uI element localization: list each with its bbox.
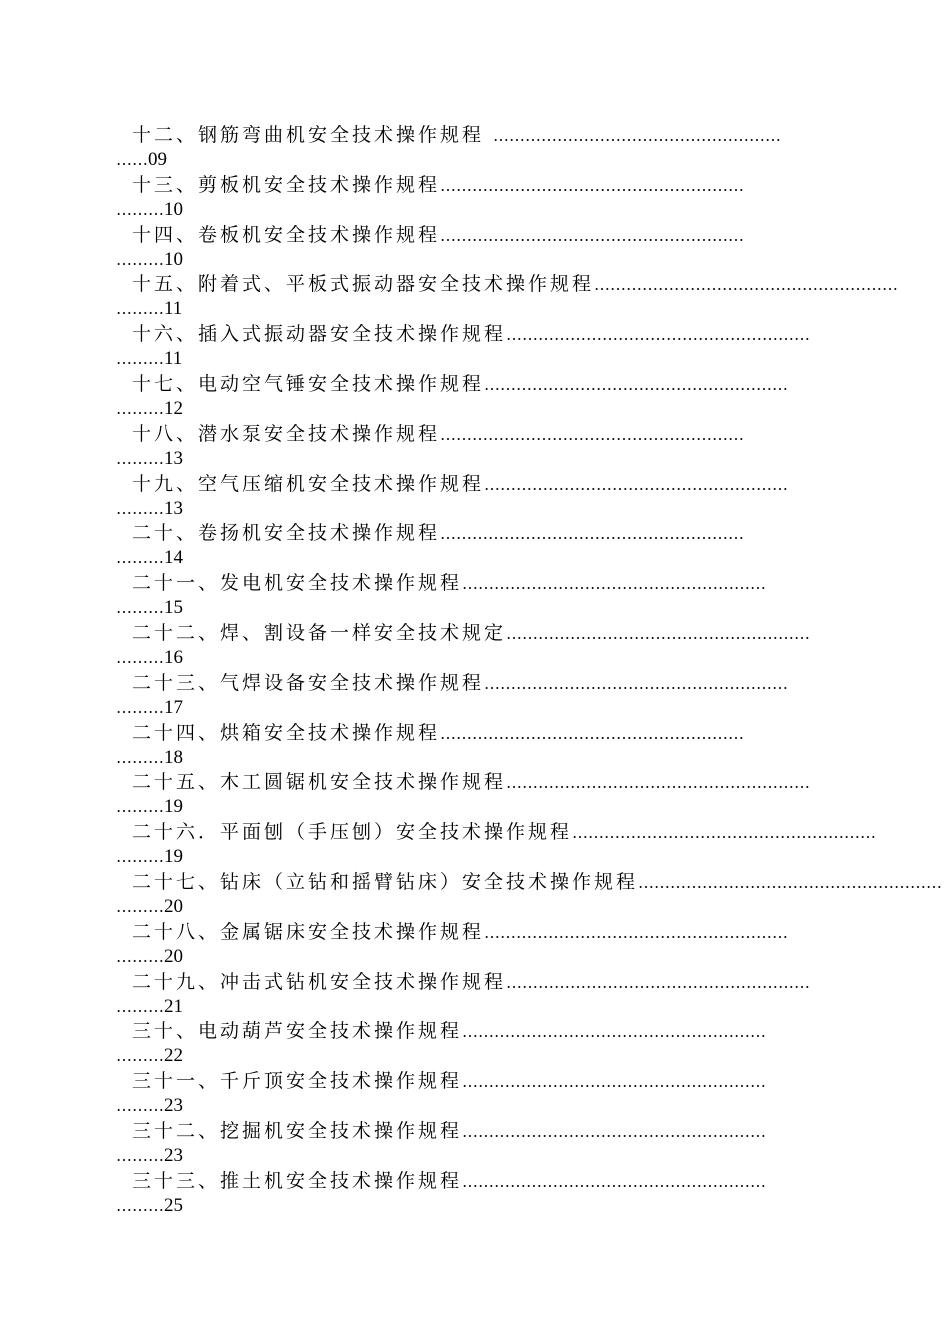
toc-entry-page-number: 21: [164, 995, 183, 1017]
toc-entry-title: 二十四、烘箱安全技术操作规程: [132, 721, 441, 744]
toc-entry-leader-dots: …………………………………………………: [462, 574, 767, 594]
toc-entry[interactable]: [116, 1068, 836, 1118]
toc-entry-title-line: [132, 471, 837, 497]
toc-entry-page-line: [116, 148, 167, 170]
toc-entry-title-line: [132, 271, 899, 297]
toc-entry[interactable]: [116, 222, 836, 272]
toc-entry-leader-dots-wrap: ………: [116, 747, 164, 767]
toc-entry-title-line: [132, 321, 837, 347]
table-of-contents: [116, 122, 943, 1218]
toc-entry-title: 三十一、千斤顶安全技术操作规程: [132, 1070, 463, 1093]
toc-entry-leader-dots: …………………………………………………: [440, 424, 745, 444]
toc-entry-title-line: [132, 1068, 837, 1094]
toc-entry-leader-dots-wrap: ………: [116, 448, 164, 468]
toc-entry-leader-dots: …………………………………………………: [594, 275, 899, 295]
toc-entry[interactable]: [116, 969, 836, 1019]
toc-entry-page-number: 11: [164, 348, 183, 370]
toc-entry-leader-dots: …………………………………………………: [572, 823, 877, 843]
toc-entry-leader-dots-wrap: ………: [116, 1145, 164, 1165]
toc-entry-leader-dots: …………………………………………………: [462, 1022, 767, 1042]
toc-entry[interactable]: [116, 1118, 836, 1168]
toc-entry-page-line: [116, 397, 183, 419]
toc-entry-title-line: [132, 919, 837, 945]
toc-entry-page-number: 11: [164, 298, 183, 320]
toc-entry-page-number: 19: [164, 796, 183, 818]
toc-entry-leader-dots: ………………………………………………: [493, 126, 782, 145]
toc-entry-page-number: 18: [164, 746, 183, 768]
toc-entry-leader-dots: …………………………………………………: [462, 1121, 767, 1141]
toc-entry-page-line: [116, 297, 182, 319]
toc-entry[interactable]: [116, 271, 899, 321]
toc-entry-leader-dots-wrap: ………: [116, 896, 164, 916]
toc-entry-page-line: [116, 995, 183, 1017]
toc-entry-title-line: [132, 122, 837, 148]
toc-entry-page-number: 23: [164, 1144, 183, 1166]
toc-entry-title: 三十三、推土机安全技术操作规程: [132, 1169, 463, 1192]
toc-entry-title-line: [132, 869, 943, 895]
toc-entry-page-number: 20: [164, 945, 183, 967]
toc-entry-title: 二十二、焊、割设备一样安全技术规定: [132, 621, 507, 644]
toc-entry-page-line: [116, 646, 183, 668]
toc-entry-page-line: [116, 845, 183, 867]
toc-entry-leader-dots-wrap: ………: [116, 847, 164, 867]
toc-entry-leader-dots-wrap: ………: [116, 1195, 164, 1215]
toc-entry-page-line: [116, 596, 183, 618]
toc-entry-leader-dots: …………………………………………………: [484, 922, 789, 942]
toc-entry-page-number: 10: [164, 248, 183, 270]
toc-entry-page-line: [116, 696, 183, 718]
toc-entry-leader-dots-wrap: ………: [116, 398, 164, 418]
toc-list: [116, 122, 943, 1218]
toc-entry-page-number: 13: [164, 497, 183, 519]
toc-entry-title-line: [132, 769, 837, 795]
toc-entry-leader-dots-wrap: ………: [116, 647, 164, 667]
toc-entry-page-number: 17: [164, 696, 183, 718]
toc-entry-leader-dots: …………………………………………………: [506, 623, 811, 643]
toc-entry-leader-dots-wrap: ………: [116, 299, 164, 319]
toc-entry-title: 十二、钢筋弯曲机安全技术操作规程: [132, 124, 494, 146]
toc-entry-leader-dots: …………………………………………………: [506, 972, 811, 992]
toc-entry-title: 十九、空气压缩机安全技术操作规程: [132, 472, 485, 495]
toc-entry-title: 二十三、气焊设备安全技术操作规程: [132, 671, 485, 694]
toc-entry-leader-dots-wrap: ………: [116, 797, 164, 817]
toc-entry-page-line: [116, 795, 183, 817]
toc-entry[interactable]: [116, 122, 836, 172]
toc-entry[interactable]: [116, 172, 836, 222]
toc-entry-title-line: [132, 620, 837, 646]
toc-entry-page-number: 09: [148, 149, 167, 170]
toc-entry-title-line: [132, 1018, 837, 1044]
toc-entry[interactable]: [116, 869, 943, 919]
toc-entry-title-line: [132, 222, 837, 248]
toc-entry-title: 三十二、挖掘机安全技术操作规程: [132, 1119, 463, 1142]
toc-entry-title-line: [132, 172, 837, 198]
toc-entry[interactable]: [116, 570, 836, 620]
toc-entry-title: 十五、附着式、平板式振动器安全技术操作规程: [132, 273, 595, 296]
toc-entry-leader-dots-wrap: ………: [116, 946, 164, 966]
toc-entry-leader-dots: …………………………………………………: [638, 872, 943, 892]
toc-entry-page-line: [116, 1144, 183, 1166]
toc-entry-title-line: [132, 371, 837, 397]
toc-entry-page-line: [116, 746, 183, 768]
toc-entry-title: 二十一、发电机安全技术操作规程: [132, 572, 463, 595]
toc-entry-page-number: 13: [164, 447, 183, 469]
toc-entry-page-number: 15: [164, 597, 183, 619]
toc-entry[interactable]: [116, 1168, 836, 1218]
toc-entry-page-line: [116, 497, 183, 519]
toc-entry-leader-dots-wrap: ……: [116, 150, 148, 169]
toc-entry[interactable]: [116, 720, 836, 770]
toc-entry-page-number: 25: [164, 1194, 183, 1216]
toc-entry-leader-dots: …………………………………………………: [484, 474, 789, 494]
toc-entry-leader-dots-wrap: ………: [116, 697, 164, 717]
toc-entry[interactable]: [116, 421, 836, 471]
toc-entry-page-line: [116, 546, 183, 568]
toc-entry-leader-dots-wrap: ………: [116, 1096, 164, 1116]
toc-entry-title: 十四、卷板机安全技术操作规程: [132, 223, 441, 246]
toc-entry[interactable]: [116, 520, 836, 570]
toc-entry[interactable]: [116, 670, 836, 720]
toc-entry-page-number: 20: [164, 895, 183, 917]
toc-entry-title-line: [132, 421, 837, 447]
toc-entry-leader-dots: …………………………………………………: [506, 773, 811, 793]
toc-entry-leader-dots-wrap: ………: [116, 598, 164, 618]
toc-entry-page-number: 22: [164, 1045, 183, 1067]
toc-entry-leader-dots-wrap: ………: [116, 349, 164, 369]
toc-entry-page-line: [116, 198, 183, 220]
toc-entry-leader-dots: …………………………………………………: [440, 723, 745, 743]
toc-entry-page-number: 16: [164, 646, 183, 668]
toc-entry-leader-dots-wrap: ………: [116, 199, 164, 219]
toc-entry-page-line: [116, 945, 183, 967]
toc-entry-page-number: 23: [164, 1095, 183, 1117]
toc-entry[interactable]: [116, 769, 836, 819]
toc-entry-title: 十七、电动空气锤安全技术操作规程: [132, 372, 485, 395]
toc-entry-leader-dots-wrap: ………: [116, 996, 164, 1016]
toc-entry-title: 十八、潜水泵安全技术操作规程: [132, 422, 441, 445]
toc-entry-leader-dots: …………………………………………………: [506, 325, 811, 345]
toc-entry[interactable]: [116, 371, 836, 421]
toc-entry-leader-dots: …………………………………………………: [462, 1171, 767, 1191]
toc-entry-page-line: [116, 895, 183, 917]
toc-entry-title-line: [132, 1118, 837, 1144]
toc-entry-leader-dots-wrap: ………: [116, 548, 164, 568]
toc-entry-title: 十三、剪板机安全技术操作规程: [132, 173, 441, 196]
toc-entry-leader-dots: …………………………………………………: [484, 673, 789, 693]
toc-entry-title-line: [132, 570, 837, 596]
toc-entry[interactable]: [116, 321, 836, 371]
toc-entry-title-line: [132, 720, 837, 746]
toc-entry-leader-dots-wrap: ………: [116, 1046, 164, 1066]
toc-entry-leader-dots: …………………………………………………: [484, 374, 789, 394]
toc-entry[interactable]: [116, 620, 836, 670]
toc-entry[interactable]: [116, 919, 836, 969]
toc-entry-leader-dots: …………………………………………………: [462, 1072, 767, 1092]
toc-entry-leader-dots-wrap: ………: [116, 249, 164, 269]
toc-entry-title: 二十八、金属锯床安全技术操作规程: [132, 920, 485, 943]
toc-entry-page-number: 12: [164, 397, 183, 419]
toc-entry-page-line: [116, 1194, 183, 1216]
toc-entry-leader-dots: …………………………………………………: [440, 524, 745, 544]
toc-entry[interactable]: [116, 1018, 836, 1068]
toc-entry-title: 二十九、冲击式钻机安全技术操作规程: [132, 970, 507, 993]
toc-entry[interactable]: [116, 471, 836, 521]
toc-entry-title: 二十、卷扬机安全技术操作规程: [132, 522, 441, 545]
toc-entry-page-number: 10: [164, 198, 183, 220]
toc-entry-title: 二十七、钻床（立钻和摇臂钻床）安全技术操作规程: [132, 870, 639, 893]
toc-entry-title: 二十五、木工圆锯机安全技术操作规程: [132, 771, 507, 794]
toc-entry-title-line: [132, 520, 837, 546]
toc-entry[interactable]: [116, 819, 877, 869]
toc-entry-leader-dots: …………………………………………………: [440, 225, 745, 245]
toc-entry-page-line: [116, 248, 183, 270]
toc-entry-page-line: [116, 1094, 183, 1116]
toc-entry-title-line: [132, 670, 837, 696]
toc-entry-title-line: [132, 819, 877, 845]
toc-entry-leader-dots-wrap: ………: [116, 498, 164, 518]
toc-entry-page-line: [116, 347, 182, 369]
toc-entry-page-line: [116, 447, 183, 469]
toc-entry-title: 十六、插入式振动器安全技术操作规程: [132, 323, 507, 346]
toc-entry-title: 二十六．平面刨（手压刨）安全技术操作规程: [132, 821, 573, 844]
toc-entry-page-number: 19: [164, 846, 183, 868]
toc-entry-title-line: [132, 1168, 837, 1194]
toc-entry-leader-dots: …………………………………………………: [440, 175, 745, 195]
toc-entry-page-line: [116, 1044, 183, 1066]
toc-entry-page-number: 14: [164, 547, 183, 569]
toc-entry-title: 三十、电动葫芦安全技术操作规程: [132, 1020, 463, 1043]
toc-entry-title-line: [132, 969, 837, 995]
